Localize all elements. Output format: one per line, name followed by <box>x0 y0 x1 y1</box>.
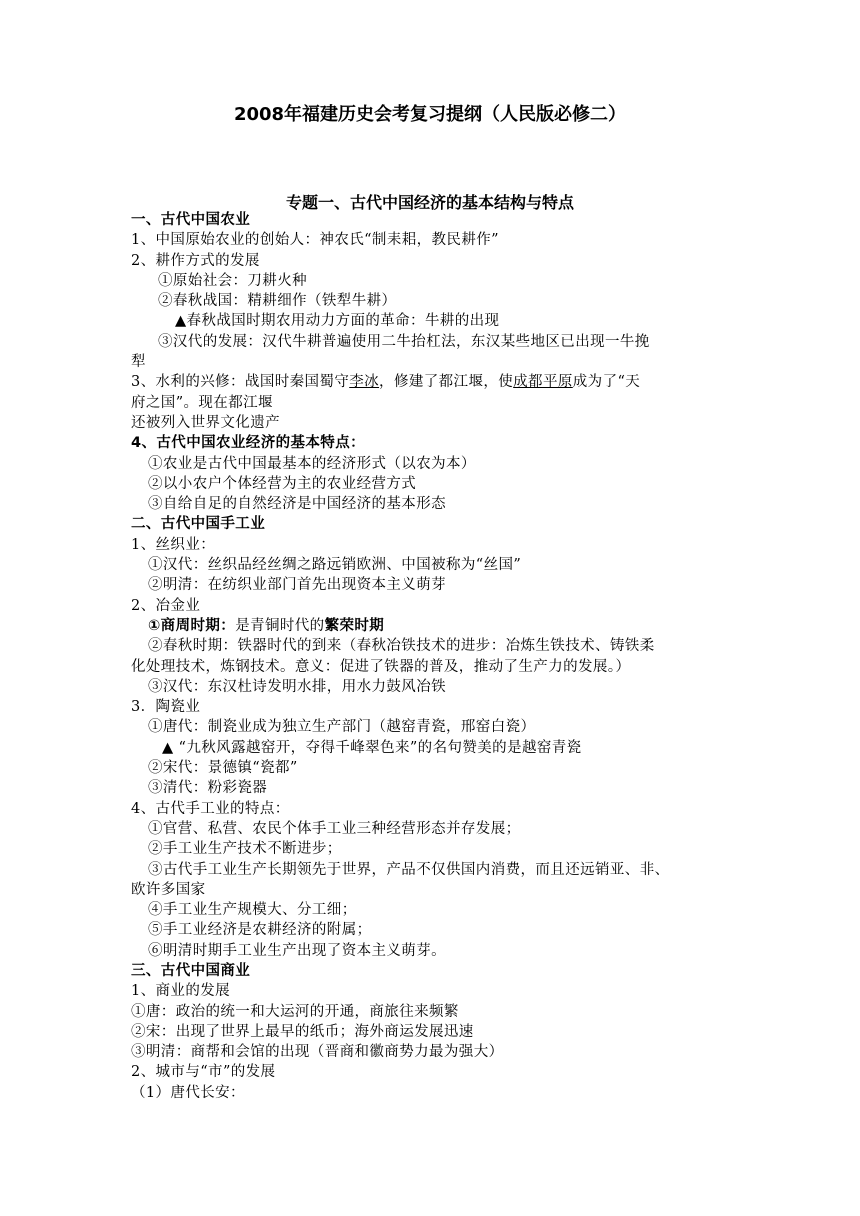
bold-text: 繁荣时期 <box>324 617 385 634</box>
text-span: 成为了“天 <box>572 374 641 391</box>
text-line: ②手工业生产技术不断进步； <box>148 841 342 858</box>
text-line: ⑥明清时期手工业生产出现了资本主义萌芽。 <box>148 942 446 959</box>
text-line: 3．陶瓷业 <box>131 699 201 716</box>
text-line: ①农业是古代中国最基本的经济形式（以农为本） <box>148 455 476 472</box>
text-line: 府之国”。现在都江堰 <box>131 394 273 411</box>
text-line: ②明清：在纺织业部门首先出现资本主义萌芽 <box>148 577 446 594</box>
text-line: ②春秋时期：铁器时代的到来（春秋冶铁技术的进步：冶炼生铁技术、铸铁柔 <box>148 638 655 655</box>
section-heading-commerce: 三、古代中国商业 <box>131 962 251 979</box>
text-line: ③自给自足的自然经济是中国经济的基本形态 <box>148 496 446 513</box>
section-heading-agriculture: 一、古代中国农业 <box>131 212 251 228</box>
text-line: ①原始社会：刀耕火种 <box>158 272 307 289</box>
text-line: ⑤手工业经济是农耕经济的附属； <box>148 922 372 939</box>
text-line: ①唐代：制瓷业成为独立生产部门（越窑青瓷，邢窑白瓷） <box>148 719 536 736</box>
text-span: 3、水利的兴修：战国时秦国蜀守 <box>131 374 350 391</box>
document-body <box>131 210 731 1103</box>
text-line: 2、城市与“市”的发展 <box>131 1064 276 1081</box>
section-heading-handicraft: 二、古代中国手工业 <box>131 516 266 533</box>
text-line: ②宋：出现了世界上最早的纸币；海外商运发展迅速 <box>131 1023 474 1040</box>
bold-text: ①商周时期： <box>148 617 236 634</box>
text-line: ①官营、私营、农民个体手工业三种经营形态并存发展； <box>148 820 521 837</box>
text-line: ③明清：商帮和会馆的出现（晋商和徽商势力最为强大） <box>131 1044 504 1061</box>
underlined-text: 成都平原 <box>513 374 573 391</box>
text-line: 2、冶金业 <box>131 597 201 614</box>
text-line: 欧许多国家 <box>131 881 206 898</box>
text-line: 还被列入世界文化遗产 <box>131 414 280 431</box>
text-line <box>131 616 731 636</box>
text-line: ④手工业生产规模大、分工细； <box>148 902 357 919</box>
text-line: 1、中国原始农业的创始人：神农氏“制耒耜，教民耕作” <box>131 232 499 249</box>
text-line: 4、古代手工业的特点： <box>131 800 290 817</box>
underlined-text: 李冰 <box>349 374 380 391</box>
text-line: ②宋代：景德镇“瓷都” <box>148 760 298 777</box>
text-line <box>131 372 731 392</box>
topic-heading: 专题一、古代中国经济的基本结构与特点 <box>285 193 574 212</box>
text-line: （1）唐代长安： <box>131 1084 245 1101</box>
text-line: ②春秋战国：精耕细作（铁犁牛耕） <box>158 293 397 310</box>
text-line: ③汉代：东汉杜诗发明水排，用水力鼓风冶铁 <box>148 678 446 695</box>
text-line: 犁 <box>131 354 146 371</box>
text-line: 1、丝织业： <box>131 536 216 553</box>
text-line: ②以小农户个体经营为主的农业经营方式 <box>148 475 417 492</box>
text-line: 2、耕作方式的发展 <box>131 252 260 269</box>
text-line: ③清代：粉彩瓷器 <box>148 780 268 797</box>
text-line: 1、商业的发展 <box>131 983 231 1000</box>
subheading: 4、古代中国农业经济的基本特点： <box>131 435 365 452</box>
document-title: 2008年福建历史会考复习提纲（人民版必修二） <box>233 104 627 125</box>
text-span: 是青铜时代的 <box>235 617 325 634</box>
text-line: ▲ “九秋风露越窑开，夺得千峰翠色来”的名句赞美的是越窑青瓷 <box>162 739 582 756</box>
text-line: ①唐：政治的统一和大运河的开通，商旅往来频繁 <box>131 1003 459 1020</box>
text-line: ▲春秋战国时期农用动力方面的革命：牛耕的出现 <box>175 313 500 330</box>
text-line: ③汉代的发展：汉代牛耕普遍使用二牛抬杠法，东汉某些地区已出现一牛挽 <box>158 333 650 350</box>
text-line: 化处理技术，炼钢技术。意义：促进了铁器的普及，推动了生产力的发展。） <box>131 658 631 675</box>
text-span: ，修建了都江堰，使 <box>379 374 514 391</box>
text-line: ①汉代：丝织品经丝绸之路远销欧洲、中国被称为“丝国” <box>148 557 522 574</box>
text-line: ③古代手工业生产长期领先于世界，产品不仅供国内消费，而且还远销亚、非、 <box>148 861 670 878</box>
